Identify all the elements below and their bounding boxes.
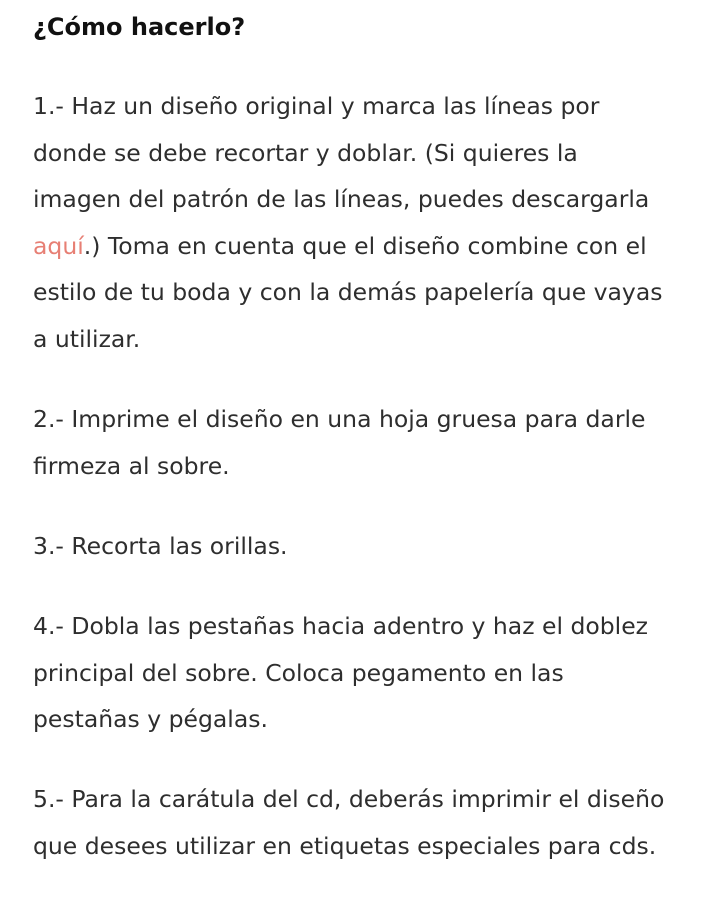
step-1-line-6: a utilizar. [33,324,141,353]
step-2-paragraph [33,396,713,489]
step-2-line-2: firmeza al sobre. [33,451,230,480]
step-5-paragraph [33,776,713,869]
step-1-line-3: imagen del patrón de las líneas, puedes descargarla [33,185,650,213]
step-5-line-2: que desees utilizar en etiquetas especiales para cds. [33,831,657,860]
step-1-line-5: estilo de tu boda y con la demás papelería que vayas [33,278,663,306]
download-pattern-link[interactable]: aquí [33,231,84,260]
step-1-line-1: 1.- Haz un diseño original y marca las líneas por [33,92,600,120]
step-4-line-2: principal del sobre. Coloca pegamento en las [33,658,564,687]
step-1-line-2: donde se debe recortar y doblar. (Si quieres la [33,138,578,167]
step-2-line-1: 2.- Imprime el diseño en una hoja gruesa para darle [33,405,646,433]
step-1-line-4 [33,223,713,270]
section-heading: ¿Cómo hacerlo? [33,13,246,41]
step-3-paragraph [33,523,713,570]
step-3-line-1: 3.- Recorta las orillas. [33,532,288,560]
step-1-line-4-text: .) Toma en cuenta que el diseño combine con el [83,231,647,260]
step-1-paragraph [33,83,713,362]
step-4-line-1: 4.- Dobla las pestañas hacia adentro y haz el doblez [33,612,649,640]
step-5-line-1: 5.- Para la carátula del cd, deberás imprimir el diseño [33,785,665,813]
step-4-line-3: pestañas y pégalas. [33,705,268,733]
step-4-paragraph [33,603,713,743]
